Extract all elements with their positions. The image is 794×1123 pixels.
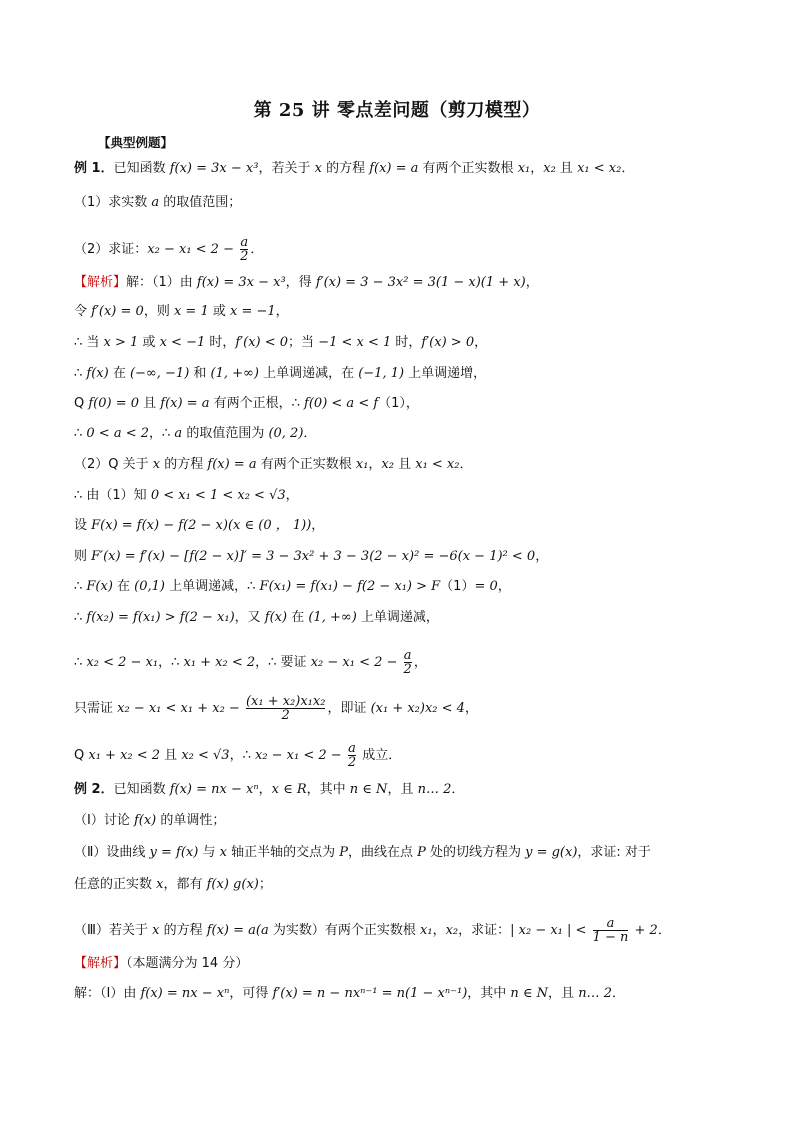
text-fragment: ∴ (74, 655, 87, 670)
fraction-denominator: 2 (347, 755, 357, 770)
math-expression: x > 1 (103, 335, 139, 350)
math-expression: f(0) = 0 (88, 396, 140, 411)
math-expression: a (151, 195, 160, 210)
math-expression: f(x) (264, 610, 288, 625)
text-fragment: ， (413, 655, 427, 670)
math-expression: (−∞, −1) (129, 366, 190, 381)
text-fragment: Q (74, 396, 89, 411)
text-fragment: 有两个正实数根 (418, 161, 518, 176)
text-line (74, 194, 241, 212)
text-line (74, 917, 671, 944)
text-fragment: ， (530, 161, 544, 176)
text-fragment: 有两个正根，∴ (209, 396, 305, 411)
text-fragment: ． (459, 457, 473, 472)
section-label: 【典型例题】 (98, 135, 174, 150)
text-line (74, 395, 419, 413)
text-fragment: ，∴ (229, 748, 255, 763)
text-fragment: ，求证: 对于 (577, 845, 651, 860)
text-fragment: ，又 (234, 610, 265, 625)
math-expression: P (417, 845, 426, 860)
text-fragment: 的方程 (321, 161, 370, 176)
text-fragment: ，∴ (158, 655, 184, 670)
text-fragment: 和 (189, 366, 211, 381)
text-fragment: 轴正半轴的交点为 (226, 845, 340, 860)
text-fragment: 的方程 (160, 457, 208, 472)
fraction-denominator: 2 (246, 708, 325, 722)
text-line (74, 649, 427, 676)
text-fragment: ． (303, 426, 317, 441)
math-expression: F(x₁) = f(x₁) − f(2 − x₁) > F (259, 579, 441, 594)
math-expression: x₁ + x₂ < 2 (88, 748, 161, 763)
text-fragment: 任意的正实数 (74, 877, 157, 892)
math-expression: f(x) = a(a (206, 923, 269, 938)
math-expression: y = f(x) (149, 845, 199, 860)
math-expression: = 0 (474, 579, 498, 594)
text-fragment: ∴ (74, 366, 87, 381)
math-expression: n ∈ N (349, 782, 388, 797)
math-expression: a (174, 426, 183, 441)
fraction-denominator: 2 (403, 662, 412, 677)
text-fragment: ，其中 (306, 782, 350, 797)
analysis-label: 【解析】 (74, 956, 127, 971)
fraction-numerator: a (348, 741, 356, 756)
text-fragment: ， (368, 457, 382, 472)
text-fragment: ，则 (143, 304, 174, 319)
math-expression: f(x) = a (207, 457, 257, 472)
text-line (74, 425, 316, 443)
text-fragment: 已知函数 (113, 161, 170, 176)
text-fragment: （2）Q 关于 (74, 457, 153, 472)
text-fragment: ，可得 (229, 986, 273, 1001)
text-line (74, 578, 511, 596)
math-expression: x₂ < 2 − x₁ (86, 655, 159, 670)
text-fragment: 设 (74, 518, 92, 533)
text-fragment: ， (497, 579, 511, 594)
text-fragment: ，曲线在点 (347, 845, 418, 860)
text-fragment: 与 (198, 845, 220, 860)
text-fragment: 在 (287, 610, 309, 625)
text-fragment: （本题满分为 14 分） (126, 956, 249, 971)
math-expression: x₂ − x₁ < 2 − (310, 655, 402, 670)
fraction (246, 695, 325, 722)
text-fragment: Q (74, 748, 89, 763)
math-expression: x₂ − x₁ < 2 − (254, 748, 346, 763)
math-expression: x (314, 161, 322, 176)
analysis-label: 【解析】 (74, 275, 127, 290)
text-fragment: ， (535, 549, 549, 564)
text-fragment: （1）求实数 (74, 195, 152, 210)
text-fragment: 例 1． (74, 161, 114, 176)
text-fragment: 时， (205, 335, 236, 350)
text-line (74, 609, 439, 627)
text-fragment: 上单调递减，在 (258, 366, 359, 381)
text-fragment: ，即证 (327, 701, 371, 716)
text-fragment: ， (311, 518, 325, 533)
text-line (74, 160, 634, 178)
text-line (74, 236, 263, 263)
text-fragment: 成立． (358, 748, 402, 763)
math-expression: y = g(x) (525, 845, 578, 860)
math-expression: | x₂ − x₁ | < (510, 923, 591, 938)
text-fragment: （2）求证： (74, 242, 148, 257)
text-fragment: 已知函数 (113, 782, 170, 797)
math-expression: f(x) g(x) (206, 877, 259, 892)
math-expression: (−1, 1) (358, 366, 405, 381)
fraction-numerator: (x₁ + x₂)x₁x₂ (245, 694, 326, 709)
math-expression: x₂ − x₁ < 2 − (147, 242, 239, 257)
text-fragment: ． (250, 242, 264, 257)
text-fragment: ，都有 (163, 877, 207, 892)
math-expression: x₂ (381, 457, 394, 472)
math-expression: x < −1 (159, 335, 206, 350)
text-fragment: 时， (391, 335, 422, 350)
text-fragment: （1）， (378, 396, 419, 411)
math-expression: −1 < x < 1 (318, 335, 392, 350)
text-line (74, 274, 539, 292)
text-fragment: ∴ 当 (74, 335, 104, 350)
math-expression: f(x) = nx − xⁿ (140, 986, 230, 1001)
math-expression: f′(x) = 3 − 3x² = 3(1 − x)(1 + x) (315, 275, 526, 290)
math-expression: n ∈ N (510, 986, 549, 1001)
text-fragment: ； (258, 877, 272, 892)
math-expression: x₂ − x₁ < x₁ + x₂ − (117, 701, 244, 716)
text-fragment: 在 (112, 579, 135, 594)
text-fragment: ，若关于 (258, 161, 315, 176)
math-expression: 0 < x₁ < 1 < x₂ < √3 (150, 488, 286, 503)
fraction (240, 236, 248, 263)
text-line (74, 456, 473, 474)
math-expression: (0,1) (134, 579, 165, 594)
text-line (74, 876, 272, 894)
text-fragment: ，∴ (149, 426, 175, 441)
text-fragment: ． (657, 923, 671, 938)
text-fragment: 的方程 (159, 923, 207, 938)
text-fragment: 且 (160, 748, 182, 763)
math-expression: 0 < a < 2 (86, 426, 150, 441)
math-expression: + 2 (630, 923, 658, 938)
fraction-numerator: a (606, 916, 615, 931)
fraction (593, 917, 629, 944)
text-line (74, 695, 478, 722)
text-fragment: ，且 (387, 782, 418, 797)
math-expression: x (152, 457, 161, 472)
math-expression: x₁ (420, 923, 433, 938)
math-expression: f(x) = 3x − x³ (196, 275, 286, 290)
text-line (74, 365, 486, 383)
text-fragment: ， (474, 335, 488, 350)
text-fragment: ． (621, 161, 635, 176)
text-fragment: 有两个正实数根 (256, 457, 356, 472)
text-line (74, 334, 487, 352)
text-fragment: ∴ (74, 610, 87, 625)
text-fragment: ，求证： (458, 923, 511, 938)
math-expression: f′(x) = n − nxⁿ⁻¹ = n(1 − xⁿ⁻¹) (272, 986, 468, 1001)
text-fragment: ，且 (548, 986, 579, 1001)
text-fragment: ；当 (288, 335, 319, 350)
math-expression: x₁ + x₂ < 2 (183, 655, 256, 670)
math-expression: f(x) = nx − xⁿ (169, 782, 259, 797)
math-expression: x₁ (517, 161, 531, 176)
page-title: 第 25 讲 零点差问题（剪刀模型） (253, 100, 541, 121)
math-expression: n… 2 (578, 986, 612, 1001)
text-fragment: ， (258, 782, 272, 797)
fraction-numerator: a (240, 235, 249, 250)
math-expression: n… 2 (417, 782, 452, 797)
text-fragment: 处的切线方程为 (425, 845, 526, 860)
text-fragment: ，得 (285, 275, 316, 290)
text-fragment: ． (451, 782, 465, 797)
math-expression: f′(x) > 0 (421, 335, 475, 350)
fraction-numerator: a (403, 648, 412, 663)
text-fragment: ， (464, 701, 478, 716)
math-expression: f(x) = 3x − x³ (169, 161, 259, 176)
text-fragment: ． (611, 986, 625, 1001)
text-fragment: ∴ (74, 426, 87, 441)
math-expression: x₂ (543, 161, 556, 176)
fraction-denominator: 1 − n (592, 930, 629, 945)
text-fragment: （Ⅰ）讨论 (74, 813, 134, 828)
text-fragment: 例 2． (74, 782, 114, 797)
math-expression: x (156, 877, 164, 892)
math-expression: x (219, 845, 227, 860)
fraction-denominator: 2 (240, 249, 249, 264)
text-fragment: ，其中 (467, 986, 511, 1001)
math-expression: f(x) (86, 366, 109, 381)
text-fragment: ∴ 由（1）知 (74, 488, 151, 503)
text-line (74, 487, 299, 505)
text-fragment: 的单调性； (156, 813, 226, 828)
math-expression: (x₁ + x₂)x₂ < 4 (370, 701, 465, 716)
text-fragment: ，∴ 要证 (255, 655, 311, 670)
text-line (74, 955, 248, 973)
text-fragment: 且 (393, 457, 416, 472)
text-fragment: 上单调递减，∴ (165, 579, 260, 594)
text-line (74, 742, 401, 769)
text-fragment: 则 (74, 549, 92, 564)
math-expression: (1, +∞) (308, 610, 357, 625)
math-expression: (1, +∞) (210, 366, 259, 381)
text-line (74, 781, 464, 799)
text-fragment: 解：（1）由 (126, 275, 197, 290)
text-line (74, 303, 289, 321)
fraction (404, 649, 412, 676)
math-expression: F(x) (86, 579, 113, 594)
text-fragment: ， (285, 488, 299, 503)
text-line (74, 812, 225, 830)
math-expression: f(x₂) = f(x₁) > f(2 − x₁) (86, 610, 235, 625)
text-fragment: ， (432, 923, 446, 938)
math-expression: f(x) = a (160, 396, 210, 411)
text-fragment: 的取值范围为 (182, 426, 269, 441)
text-fragment: （1） (440, 579, 475, 594)
text-fragment: （Ⅲ）若关于 (74, 923, 153, 938)
text-fragment: 且 (139, 396, 161, 411)
text-fragment: 的取值范围； (159, 195, 242, 210)
text-fragment: 且 (555, 161, 578, 176)
text-fragment: 为实数）有两个正实数根 (268, 923, 421, 938)
text-line (74, 985, 625, 1003)
math-expression: f(x) = a (369, 161, 419, 176)
math-expression: x₁ < x₂ (577, 161, 622, 176)
math-expression: (0, 2) (268, 426, 304, 441)
math-expression: f(0) < a < f (304, 396, 379, 411)
text-line (74, 548, 548, 566)
math-expression: F′(x) = f′(x) − [f(2 − x)]′ = 3 − 3x² + 3 − 3(2 − x)² = −6(x − 1)² < 0 (91, 549, 536, 564)
math-expression: f(x) (133, 813, 157, 828)
math-expression: F(x) = f(x) − f(2 − x)(x ∈ (0 ， 1)) (91, 518, 312, 533)
math-expression: x₂ < √3 (181, 748, 230, 763)
math-expression: x ∈ R (271, 782, 307, 797)
math-expression: x = −1 (229, 304, 276, 319)
text-fragment: 令 (74, 304, 92, 319)
text-fragment: 上单调递减， (356, 610, 439, 625)
text-fragment: 或 (208, 304, 230, 319)
math-expression: x₁ (355, 457, 369, 472)
fraction (348, 742, 356, 769)
text-fragment: 解：（Ⅰ）由 (74, 986, 141, 1001)
math-expression: f′(x) < 0 (235, 335, 289, 350)
text-fragment: 只需证 (74, 701, 118, 716)
text-line (74, 844, 651, 862)
text-fragment: ， (275, 304, 289, 319)
text-fragment: 在 (108, 366, 130, 381)
math-expression: x₁ < x₂ (415, 457, 460, 472)
math-expression: P (339, 845, 348, 860)
text-fragment: 或 (138, 335, 160, 350)
text-line (74, 517, 324, 535)
math-expression: f′(x) = 0 (91, 304, 144, 319)
text-fragment: ∴ (74, 579, 87, 594)
text-fragment: （Ⅱ）设曲线 (74, 845, 150, 860)
math-expression: x₂ (445, 923, 459, 938)
text-fragment: 上单调递增， (404, 366, 487, 381)
text-fragment: ， (525, 275, 539, 290)
math-expression: x (152, 923, 160, 938)
math-expression: x = 1 (173, 304, 209, 319)
